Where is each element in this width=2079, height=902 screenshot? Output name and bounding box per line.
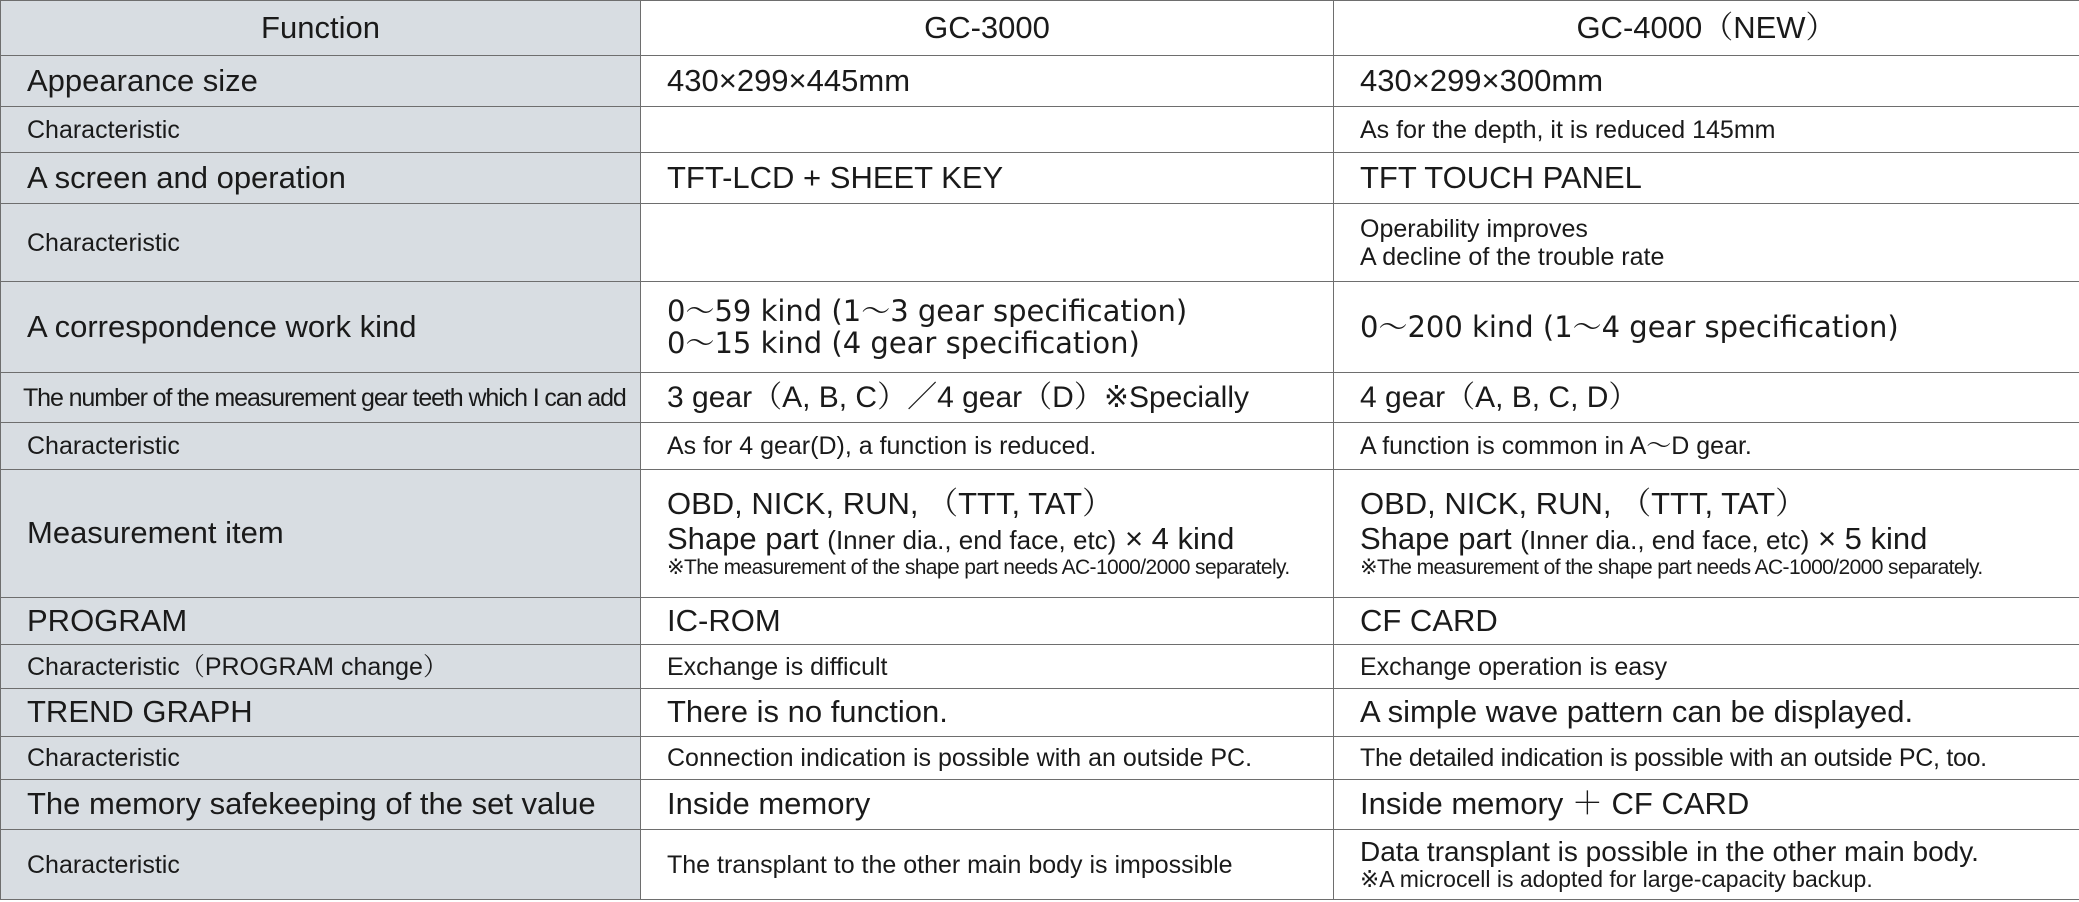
gc3000-value <box>641 107 1334 153</box>
shape-part-count: × 5 kind <box>1817 520 1928 556</box>
gc4000-value: The detailed indication is possible with an outside PC, too. <box>1334 737 2079 780</box>
gc3000-line <box>667 522 1307 557</box>
gc4000-value: As for the depth, it is reduced 145mm <box>1334 107 2079 153</box>
row-label: Characteristic <box>1 204 641 282</box>
gc4000-line: A decline of the trouble rate <box>1360 242 1665 271</box>
gc4000-line: OBD, NICK, RUN, （TTT, TAT） <box>1360 486 1807 522</box>
gc4000-value <box>1334 830 2079 900</box>
table-row <box>1 830 2079 900</box>
shape-part-label: Shape part <box>1360 520 1512 556</box>
row-label: A correspondence work kind <box>1 282 641 373</box>
gc4000-value <box>1334 204 2079 282</box>
gc3000-note: ※The measurement of the shape part needs AC-1000/2000 separately. <box>667 556 1290 580</box>
table-row <box>1 56 2079 107</box>
table-row <box>1 153 2079 204</box>
gc3000-value: As for 4 gear(D), a function is reduced. <box>641 423 1334 470</box>
gc3000-value: TFT-LCD + SHEET KEY <box>641 153 1334 204</box>
table-row <box>1 204 2079 282</box>
shape-part-detail: (Inner dia., end face, etc) <box>827 524 1117 555</box>
shape-part-count: × 4 kind <box>1124 520 1235 556</box>
row-label: TREND GRAPH <box>1 689 641 737</box>
header-gc4000: GC-4000（NEW） <box>1334 1 2079 56</box>
gc4000-value: A function is common in A〜D gear. <box>1334 423 2079 470</box>
table-row <box>1 107 2079 153</box>
gc4000-value: TFT TOUCH PANEL <box>1334 153 2079 204</box>
gc3000-value <box>641 470 1334 598</box>
gc4000-line: ※A microcell is adopted for large-capacity backup. <box>1360 866 1873 893</box>
table-row <box>1 598 2079 645</box>
gc4000-value: A simple wave pattern can be displayed. <box>1334 689 2079 737</box>
row-label: Characteristic（PROGRAM change） <box>1 645 641 689</box>
gc3000-value <box>641 282 1334 373</box>
row-label: The memory safekeeping of the set value <box>1 780 641 830</box>
gc3000-value: 3 gear（A, B, C）／4 gear（D）※Specially <box>641 373 1334 423</box>
gc4000-value: CF CARD <box>1334 598 2079 645</box>
gc4000-line: 0〜200 kind (1〜4 gear specification) <box>1360 309 1899 344</box>
row-label: Appearance size <box>1 56 641 107</box>
gc4000-note: ※The measurement of the shape part needs AC-1000/2000 separately. <box>1360 556 1983 580</box>
header-gc3000: GC-3000 <box>641 1 1334 56</box>
gc3000-line: 0〜15 kind (4 gear specification) <box>667 326 1140 360</box>
header-function: Function <box>1 1 641 56</box>
shape-part-detail: (Inner dia., end face, etc) <box>1520 524 1810 555</box>
gc3000-value: There is no function. <box>641 689 1334 737</box>
table-row <box>1 423 2079 470</box>
row-label: Characteristic <box>1 107 641 153</box>
gc4000-line <box>1360 522 2053 557</box>
gc3000-value: 430×299×445mm <box>641 56 1334 107</box>
gc3000-value: Exchange is difficult <box>641 645 1334 689</box>
table-row <box>1 282 2079 373</box>
row-label: Characteristic <box>1 423 641 470</box>
gc3000-value: Connection indication is possible with an outside PC. <box>641 737 1334 780</box>
gc4000-value: Inside memory ＋ CF CARD <box>1334 780 2079 830</box>
gc4000-value: Exchange operation is easy <box>1334 645 2079 689</box>
gc3000-value: IC-ROM <box>641 598 1334 645</box>
row-label: Characteristic <box>1 737 641 780</box>
gc4000-value: 430×299×300mm <box>1334 56 2079 107</box>
gc4000-line: Data transplant is possible in the other main body. <box>1360 835 1979 867</box>
row-label: The number of the measurement gear teeth which I can add <box>1 373 641 423</box>
header-row <box>1 1 2079 56</box>
row-label: Characteristic <box>1 830 641 900</box>
gc4000-line: Operability improves <box>1360 214 1588 243</box>
row-label: Measurement item <box>1 470 641 598</box>
table-row <box>1 780 2079 830</box>
table-row <box>1 470 2079 598</box>
table-row <box>1 689 2079 737</box>
gc3000-value: Inside memory <box>641 780 1334 830</box>
table-row <box>1 737 2079 780</box>
gc3000-value: The transplant to the other main body is impossible <box>641 830 1334 900</box>
gc4000-value: 4 gear（A, B, C, D） <box>1334 373 2079 423</box>
gc4000-value <box>1334 282 2079 373</box>
gc3000-line: OBD, NICK, RUN, （TTT, TAT） <box>667 486 1114 522</box>
gc3000-line: 0〜59 kind (1〜3 gear specification) <box>667 293 1188 328</box>
table-row <box>1 373 2079 423</box>
shape-part-label: Shape part <box>667 520 819 556</box>
table-row <box>1 645 2079 689</box>
gc3000-value <box>641 204 1334 282</box>
gc4000-value <box>1334 470 2079 598</box>
row-label: A screen and operation <box>1 153 641 204</box>
row-label: PROGRAM <box>1 598 641 645</box>
